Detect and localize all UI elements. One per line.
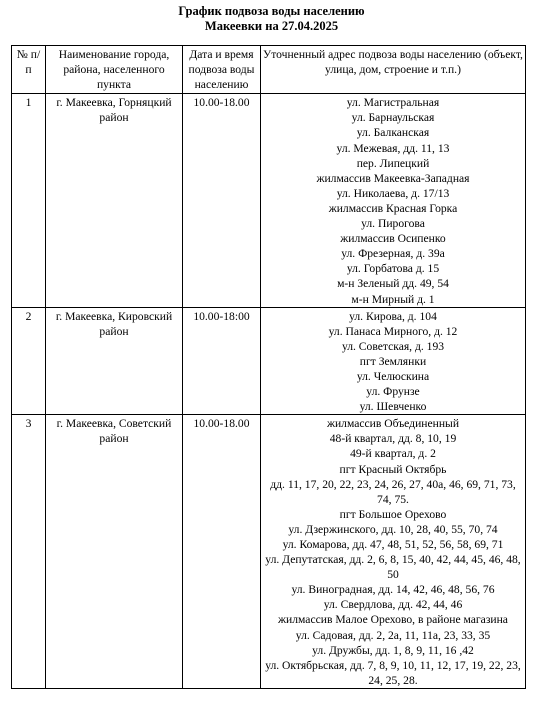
title-line-2: Макеевки на 27.04.2025 — [204, 19, 339, 33]
address-line: пер. Липецкий — [356, 156, 430, 170]
address-line: пгт Большое Орехово — [339, 507, 447, 521]
address-line: ул. Горбатова д. 15 — [346, 262, 440, 276]
header-number: № п/п — [12, 46, 46, 94]
page-title — [0, 4, 543, 34]
address-line: ул. Депутатская, дд. 2, 6, 8, 15, 40, 42, 44, 45, 46, 48, 50 — [265, 553, 521, 582]
address-line: ул. Межевая, дд. 11, 13 — [336, 141, 450, 155]
address-line: 49-й квартал, д. 2 — [350, 447, 436, 461]
row-addresses — [261, 415, 526, 689]
address-line: м-н Зеленый дд. 49, 54 — [337, 277, 449, 291]
address-line: ул. Советская, д. 193 — [341, 339, 445, 353]
address-line: пгт Красный Октябрь — [339, 462, 447, 476]
address-line: жилмассив Объединенный — [326, 417, 460, 431]
row-locality: г. Макеевка, Горняцкий район — [46, 94, 183, 307]
address-line: ул. Кирова, д. 104 — [349, 309, 437, 323]
address-line: ул. Шевченко — [359, 400, 427, 414]
row-time: 10.00-18.00 — [183, 94, 261, 307]
address-line: ул. Свердлова, дд. 42, 44, 46 — [323, 598, 463, 612]
address-line: ул. Дзержинского, дд. 10, 28, 40, 55, 70, 74 — [288, 522, 498, 536]
address-line: ул. Фрезерная, д. 39а — [341, 247, 445, 261]
address-line: м-н Мирный д. 1 — [351, 292, 435, 306]
header-locality: Наименование города, района, населенного пункта — [46, 46, 183, 94]
address-line: ул. Челюскина — [356, 369, 430, 383]
table-row — [12, 307, 526, 415]
row-time: 10.00-18.00 — [183, 415, 261, 689]
header-address: Уточненный адрес подвоза воды населению (объект, улица, дом, строение и т.п.) — [261, 46, 526, 94]
address-line: ул. Николаева, д. 17/13 — [336, 186, 450, 200]
row-time: 10.00-18:00 — [183, 307, 261, 415]
table-header-row — [12, 46, 526, 94]
water-schedule-table — [11, 45, 526, 689]
address-line: ул. Пирогова — [361, 217, 425, 231]
row-locality: г. Макеевка, Советский район — [46, 415, 183, 689]
address-line: дд. 11, 17, 20, 22, 23, 24, 26, 27, 40а, 46, 69, 71, 73, 74, 75. — [270, 477, 516, 506]
row-number: 3 — [12, 415, 46, 689]
title-line-1: График подвоза воды населению — [178, 4, 365, 18]
row-addresses — [261, 94, 526, 307]
address-line: ул. Панаса Мирного, д. 12 — [328, 324, 458, 338]
table-row — [12, 94, 526, 307]
address-line: 48-й квартал, дд. 8, 10, 19 — [329, 432, 457, 446]
address-line: ул. Барнаульская — [351, 111, 435, 125]
address-line: ул. Дружбы, дд. 1, 8, 9, 11, 16 ,42 — [312, 643, 474, 657]
address-line: ул. Комарова, дд. 47, 48, 51, 52, 56, 58, 69, 71 — [282, 538, 504, 551]
address-line: жилмассив Макеевка-Западная — [316, 171, 470, 185]
address-line: ул. Магистральная — [346, 96, 440, 110]
header-date-time: Дата и время подвоза воды населению — [183, 46, 261, 94]
row-number: 2 — [12, 307, 46, 415]
address-line: ул. Фрунзе — [366, 385, 420, 399]
address-line: ул. Виноградная, дд. 14, 42, 46, 48, 56, 76 — [291, 583, 495, 597]
address-line: пгт Землянки — [359, 354, 427, 368]
address-line: ул. Балканская — [356, 126, 430, 140]
address-line: жилмассив Малое Орехово, в районе магазина — [278, 613, 508, 627]
row-addresses — [261, 307, 526, 415]
address-line: ул. Садовая, дд. 2, 2а, 11, 11а, 23, 33, 35 — [295, 628, 491, 642]
address-line: ул. Октябрьская, дд. 7, 8, 9, 10, 11, 12, 17, 19, 22, 23, 24, 25, 28. — [265, 658, 521, 687]
row-number: 1 — [12, 94, 46, 307]
address-line: жилмассив Красная Горка — [328, 201, 458, 215]
address-line: жилмассив Осипенко — [340, 232, 446, 246]
table-row — [12, 415, 526, 689]
row-locality: г. Макеевка, Кировский район — [46, 307, 183, 415]
